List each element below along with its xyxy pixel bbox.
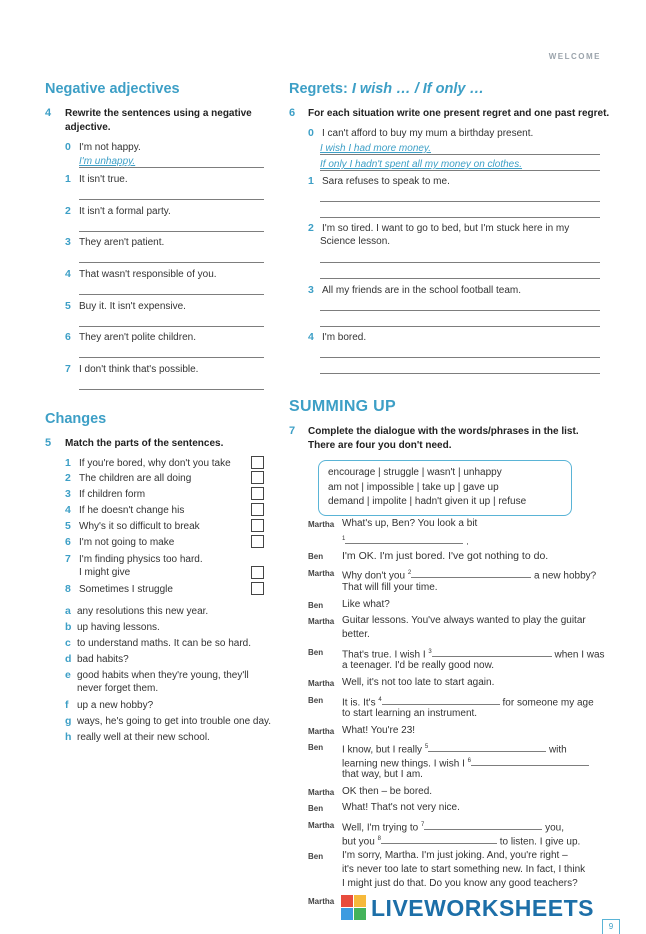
answer-line[interactable] [320, 357, 600, 358]
speaker-label: Martha [308, 727, 335, 736]
q6-instruction: For each situation write one present regret and one past regret. [308, 108, 610, 119]
dialogue-line: OK then – be bored. [342, 786, 433, 797]
match-box-4[interactable] [251, 503, 264, 516]
dialogue-gap-8: but you $^8$ to listen. I give up. [342, 832, 580, 849]
q6-item-3: 3 All my friends are in the school football team. [308, 284, 521, 296]
q6-item-4: 4 I'm bored. [308, 331, 367, 343]
speaker-label: Ben [308, 552, 324, 561]
word-list-row-2: am not | impossible | take up | gave up [328, 481, 499, 493]
gap-8-blank[interactable] [381, 833, 497, 844]
q5-start-4: 4 If he doesn't change his [65, 504, 185, 516]
summing-up-title: SUMMING UP [289, 398, 396, 415]
q6-item-2-cont: Science lesson. [320, 236, 391, 247]
gap-3-blank[interactable] [432, 646, 552, 657]
answer-line[interactable] [320, 278, 600, 279]
q7-number: 7 [289, 425, 296, 437]
q6-item-2: 2 I'm so tired. I want to go to bed, but I'm stuck here in my [308, 222, 570, 234]
speaker-label: Ben [308, 648, 324, 657]
answer-line[interactable] [79, 231, 264, 232]
q5-ending-g: g ways, he's going to get into trouble one day. [65, 715, 272, 727]
q5-number: 5 [45, 437, 52, 449]
speaker-label: Ben [308, 696, 324, 705]
q5-start-7-cont: I might give [79, 567, 131, 578]
gap-1-blank[interactable] [345, 533, 463, 544]
answer-line[interactable] [79, 357, 264, 358]
speaker-label: Ben [308, 743, 324, 752]
dialogue-gap-2: Why don't you $^2$ a new hobby? [342, 566, 596, 583]
match-box-5[interactable] [251, 519, 264, 532]
gap-6-blank[interactable] [471, 755, 589, 766]
answer-line[interactable] [79, 326, 264, 327]
q4-answer-0: I'm unhappy. [79, 156, 136, 167]
dialogue-line: Like what? [342, 599, 390, 610]
answer-line [320, 154, 600, 155]
answer-line [79, 167, 264, 168]
q6-answer-0b: If only I hadn't spent all my money on clothes. [320, 159, 523, 170]
liveworksheets-brand: LIVEWORKSHEETS [371, 895, 594, 921]
dialogue-line: That will fill your time. [342, 582, 438, 593]
dialogue-gap-1: $^1$ . [342, 532, 469, 549]
speaker-label: Martha [308, 617, 335, 626]
q5-start-7: 7 I'm finding physics too hard. [65, 553, 203, 565]
q6-item-1: 1 Sara refuses to speak to me. [308, 175, 450, 187]
q7-instruction: Complete the dialogue with the words/phrases in the list. There are four you don't need. [308, 426, 579, 451]
match-box-7[interactable] [251, 566, 264, 579]
answer-line[interactable] [320, 373, 600, 374]
match-box-1[interactable] [251, 456, 264, 469]
q5-ending-a: a any resolutions this new year. [65, 605, 209, 617]
q5-ending-h: h really well at their new school. [65, 731, 210, 743]
q4-item-5: 5 Buy it. It isn't expensive. [65, 300, 186, 312]
q4-item-6: 6 They aren't polite children. [65, 331, 196, 343]
answer-line[interactable] [320, 262, 600, 263]
speaker-label: Martha [308, 788, 335, 797]
q4-instruction: Rewrite the sentences using a negative adjective. [65, 108, 252, 133]
speaker-label: Martha [308, 569, 335, 578]
liveworksheets-logo [337, 893, 637, 923]
match-box-3[interactable] [251, 487, 264, 500]
speaker-label: Ben [308, 852, 324, 861]
gap-2-blank[interactable] [411, 567, 531, 578]
negative-adjectives-title: Negative adjectives [45, 81, 180, 97]
answer-line[interactable] [320, 310, 600, 311]
q5-start-6: 6 I'm not going to make [65, 536, 175, 548]
regrets-title: Regrets: I wish … / If only … [289, 81, 484, 97]
word-list-row-1: encourage | struggle | wasn't | unhappy [328, 467, 502, 478]
dialogue-line: it's never too late to start something new. In fact, I think [342, 864, 586, 875]
q6-answer-0a: I wish I had more money. [320, 143, 431, 154]
dialogue-gap-4: It is. It's $^4$ for someone my age [342, 693, 594, 710]
gap-4-blank[interactable] [382, 694, 500, 705]
answer-line[interactable] [79, 262, 264, 263]
answer-line[interactable] [79, 389, 264, 390]
dialogue-gap-5: I know, but I really $^5$ with [342, 740, 567, 757]
dialogue-line: Guitar lessons. You've always wanted to play the guitar [342, 615, 586, 626]
q5-ending-d: d bad habits? [65, 653, 129, 665]
q5-ending-f: f up a new hobby? [65, 699, 154, 711]
q5-start-8: 8 Sometimes I struggle [65, 583, 173, 595]
dialogue-gap-3: That's true. I wish I $^3$ when I was [342, 645, 605, 662]
q5-ending-e-cont: never forget them. [77, 683, 159, 694]
q4-item-3: 3 They aren't patient. [65, 236, 165, 248]
q4-number: 4 [45, 107, 52, 119]
answer-line [320, 170, 600, 171]
dialogue-line: What! You're 23! [342, 725, 416, 736]
section-header: WELCOME [548, 52, 601, 61]
changes-title: Changes [45, 411, 107, 427]
match-box-6[interactable] [251, 535, 264, 548]
answer-line[interactable] [79, 199, 264, 200]
q5-start-5: 5 Why's it so difficult to break [65, 520, 200, 532]
dialogue-line: I might just do that. Do you know any good teachers? [342, 878, 578, 889]
q6-number: 6 [289, 107, 296, 119]
gap-5-blank[interactable] [428, 741, 546, 752]
match-box-8[interactable] [251, 582, 264, 595]
word-list-box [318, 460, 572, 516]
dialogue-line: I'm OK. I'm just bored. I've got nothing to do. [342, 550, 549, 562]
dialogue-gap-7: Well, I'm trying to $^7$ you, [342, 818, 564, 835]
dialogue-line: that way, but I am. [342, 769, 423, 780]
answer-line[interactable] [320, 201, 600, 202]
q4-item-2: 2 It isn't a formal party. [65, 205, 171, 217]
page-number: 9 [602, 919, 620, 934]
q5-ending-b: b up having lessons. [65, 621, 160, 633]
q5-ending-c: c to understand maths. It can be so hard. [65, 637, 251, 649]
gap-7-blank[interactable] [424, 819, 542, 830]
q5-start-2: 2 The children are all doing [65, 472, 192, 484]
answer-line[interactable] [320, 326, 600, 327]
live-logo-icon [341, 895, 367, 921]
speaker-label: Martha [308, 897, 335, 906]
q5-ending-e: e good habits when they're young, they'll [65, 669, 249, 681]
q4-item-4: 4 That wasn't responsible of you. [65, 268, 217, 280]
q4-item-0: 0 I'm not happy. [65, 141, 141, 153]
dialogue-line: a teenager. I'd be really good now. [342, 660, 495, 671]
dialogue-line: I'm sorry, Martha. I'm just joking. And, you're right – [342, 850, 568, 861]
q5-start-3: 3 If children form [65, 488, 146, 500]
word-list-row-3: demand | impolite | hadn't given it up | refuse [328, 496, 527, 507]
match-box-2[interactable] [251, 471, 264, 484]
dialogue-line: What! That's not very nice. [342, 802, 460, 813]
q5-instruction: Match the parts of the sentences. [65, 438, 224, 449]
speaker-label: Ben [308, 601, 324, 610]
dialogue-line: Well, it's not too late to start again. [342, 677, 495, 688]
speaker-label: Martha [308, 520, 335, 529]
dialogue-line: better. [342, 629, 370, 640]
answer-line[interactable] [79, 294, 264, 295]
answer-line[interactable] [320, 217, 600, 218]
speaker-label: Ben [308, 804, 324, 813]
q4-item-1: 1 It isn't true. [65, 173, 128, 185]
speaker-label: Martha [308, 679, 335, 688]
speaker-label: Martha [308, 821, 335, 830]
dialogue-line: to start learning an instrument. [342, 708, 478, 719]
dialogue-gap-6: learning new things. I wish I $^6$ [342, 754, 589, 771]
dialogue-line: What's up, Ben? You look a bit [342, 518, 478, 529]
q5-start-1: 1 If you're bored, why don't you take [65, 457, 231, 469]
q4-item-7: 7 I don't think that's possible. [65, 363, 199, 375]
q6-item-0: 0 I can't afford to buy my mum a birthday present. [308, 127, 534, 139]
